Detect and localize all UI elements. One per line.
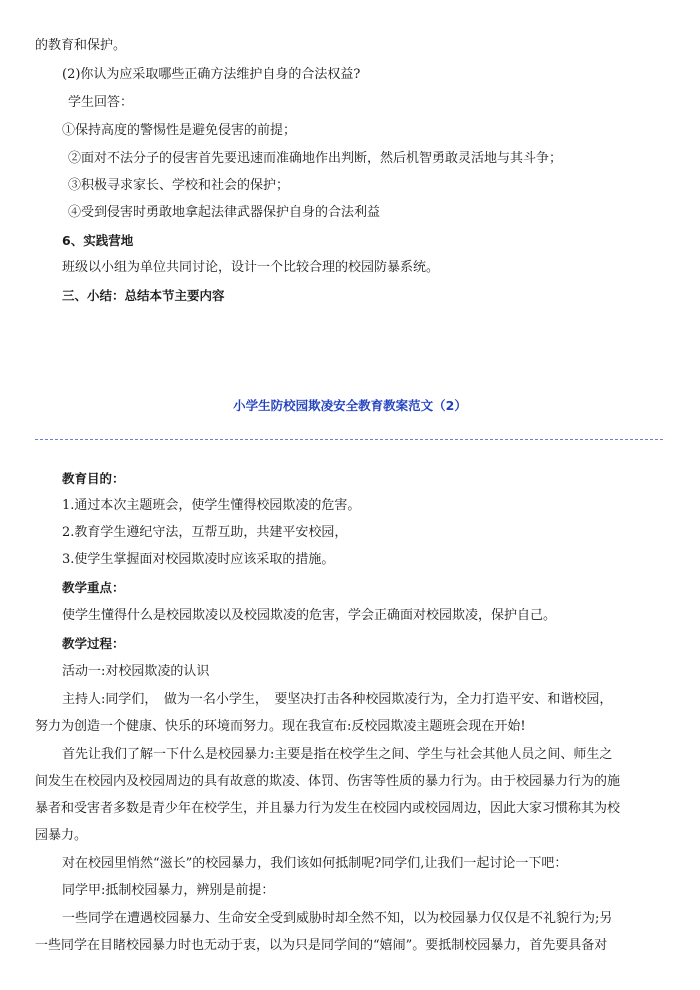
practice-text: 班级以小组为单位共同讨论，设计一个比较合理的校园防暴系统。 <box>62 260 440 275</box>
focus-text: 使学生懂得什么是校园欺凌以及校园欺凌的危害，学会正确面对校园欺凌，保护自己。 <box>62 608 557 623</box>
section-heading-summary: 三、小结：总结本节主要内容 <box>62 288 225 303</box>
question-2: (2)你认为应采取哪些正确方法维护自身的合法权益? <box>62 67 361 82</box>
paragraph-line: 对在校园里悄然“滋长”的校园暴力，我们该如何抵制呢?同学们,让我们一起讨论一下吧： <box>62 856 568 871</box>
process-heading: 教学过程： <box>62 636 125 651</box>
paragraph-line: 一些同学在目睹校园暴力时也无动于衷，以为只是同学间的“嬉闹”。要抵制校园暴力，首先要具备对 <box>35 938 608 953</box>
paragraph-line: 间发生在校园内及校园周边的具有故意的欺凌、体罚、伤害等性质的暴力行为。由于校园暴力行为的施 <box>35 774 621 789</box>
focus-heading: 教学重点： <box>62 580 125 595</box>
student-answer-label: 学生回答： <box>68 95 134 110</box>
paragraph-line: 暴者和受害者多数是青少年在校学生，并且暴力行为发生在校园内或校园周边，因此大家习惯称其为校 <box>35 801 621 816</box>
answer-item-3: ③积极寻求家长、学校和社会的保护； <box>68 178 290 193</box>
goal-item-2: 2.教育学生遵纪守法，互帮互助，共建平安校园， <box>62 525 348 540</box>
paragraph-line: 园暴力。 <box>35 828 88 843</box>
paragraph-line: 努力为创造一个健康、快乐的环境而努力。现在我宣布:反校园欺凌主题班会现在开始! <box>35 719 526 734</box>
goal-item-1: 1.通过本次主题班会，使学生懂得校园欺凌的危害。 <box>62 498 361 513</box>
goals-heading: 教育目的： <box>62 471 125 486</box>
paragraph-line: 主持人:同学们， 做为一名小学生， 要坚决打击各种校园欺凌行为，全力打造平安、和谐校园， <box>62 692 613 707</box>
paragraph-line: 的教育和保护。 <box>35 38 127 53</box>
answer-item-4: ④受到侵害时勇敢地拿起法律武器保护自身的合法利益 <box>68 205 381 220</box>
activity-1-heading: 活动一:对校园欺凌的认识 <box>62 664 210 679</box>
answer-item-1: ①保持高度的警惕性是避免侵害的前提； <box>62 123 297 138</box>
article-title: 小学生防校园欺凌安全教育教案范文（2） <box>233 398 467 413</box>
paragraph-line: 一些同学在遭遇校园暴力、生命安全受到威胁时却全然不知，以为校园暴力仅仅是不礼貌行为;另 <box>62 911 613 926</box>
paragraph-line: 首先让我们了解一下什么是校园暴力:主要是指在校学生之间、学生与社会其他人员之间、师生之 <box>62 747 613 762</box>
goal-item-3: 3.使学生掌握面对校园欺凌时应该采取的措施。 <box>62 552 335 567</box>
title-divider <box>35 439 663 440</box>
section-heading-practice: 6、实践营地 <box>62 233 134 248</box>
paragraph-line: 同学甲:抵制校园暴力，辨别是前提： <box>62 883 275 898</box>
answer-item-2: ②面对不法分子的侵害首先要迅速而准确地作出判断，然后机智勇敢灵活地与其斗争； <box>68 151 563 166</box>
